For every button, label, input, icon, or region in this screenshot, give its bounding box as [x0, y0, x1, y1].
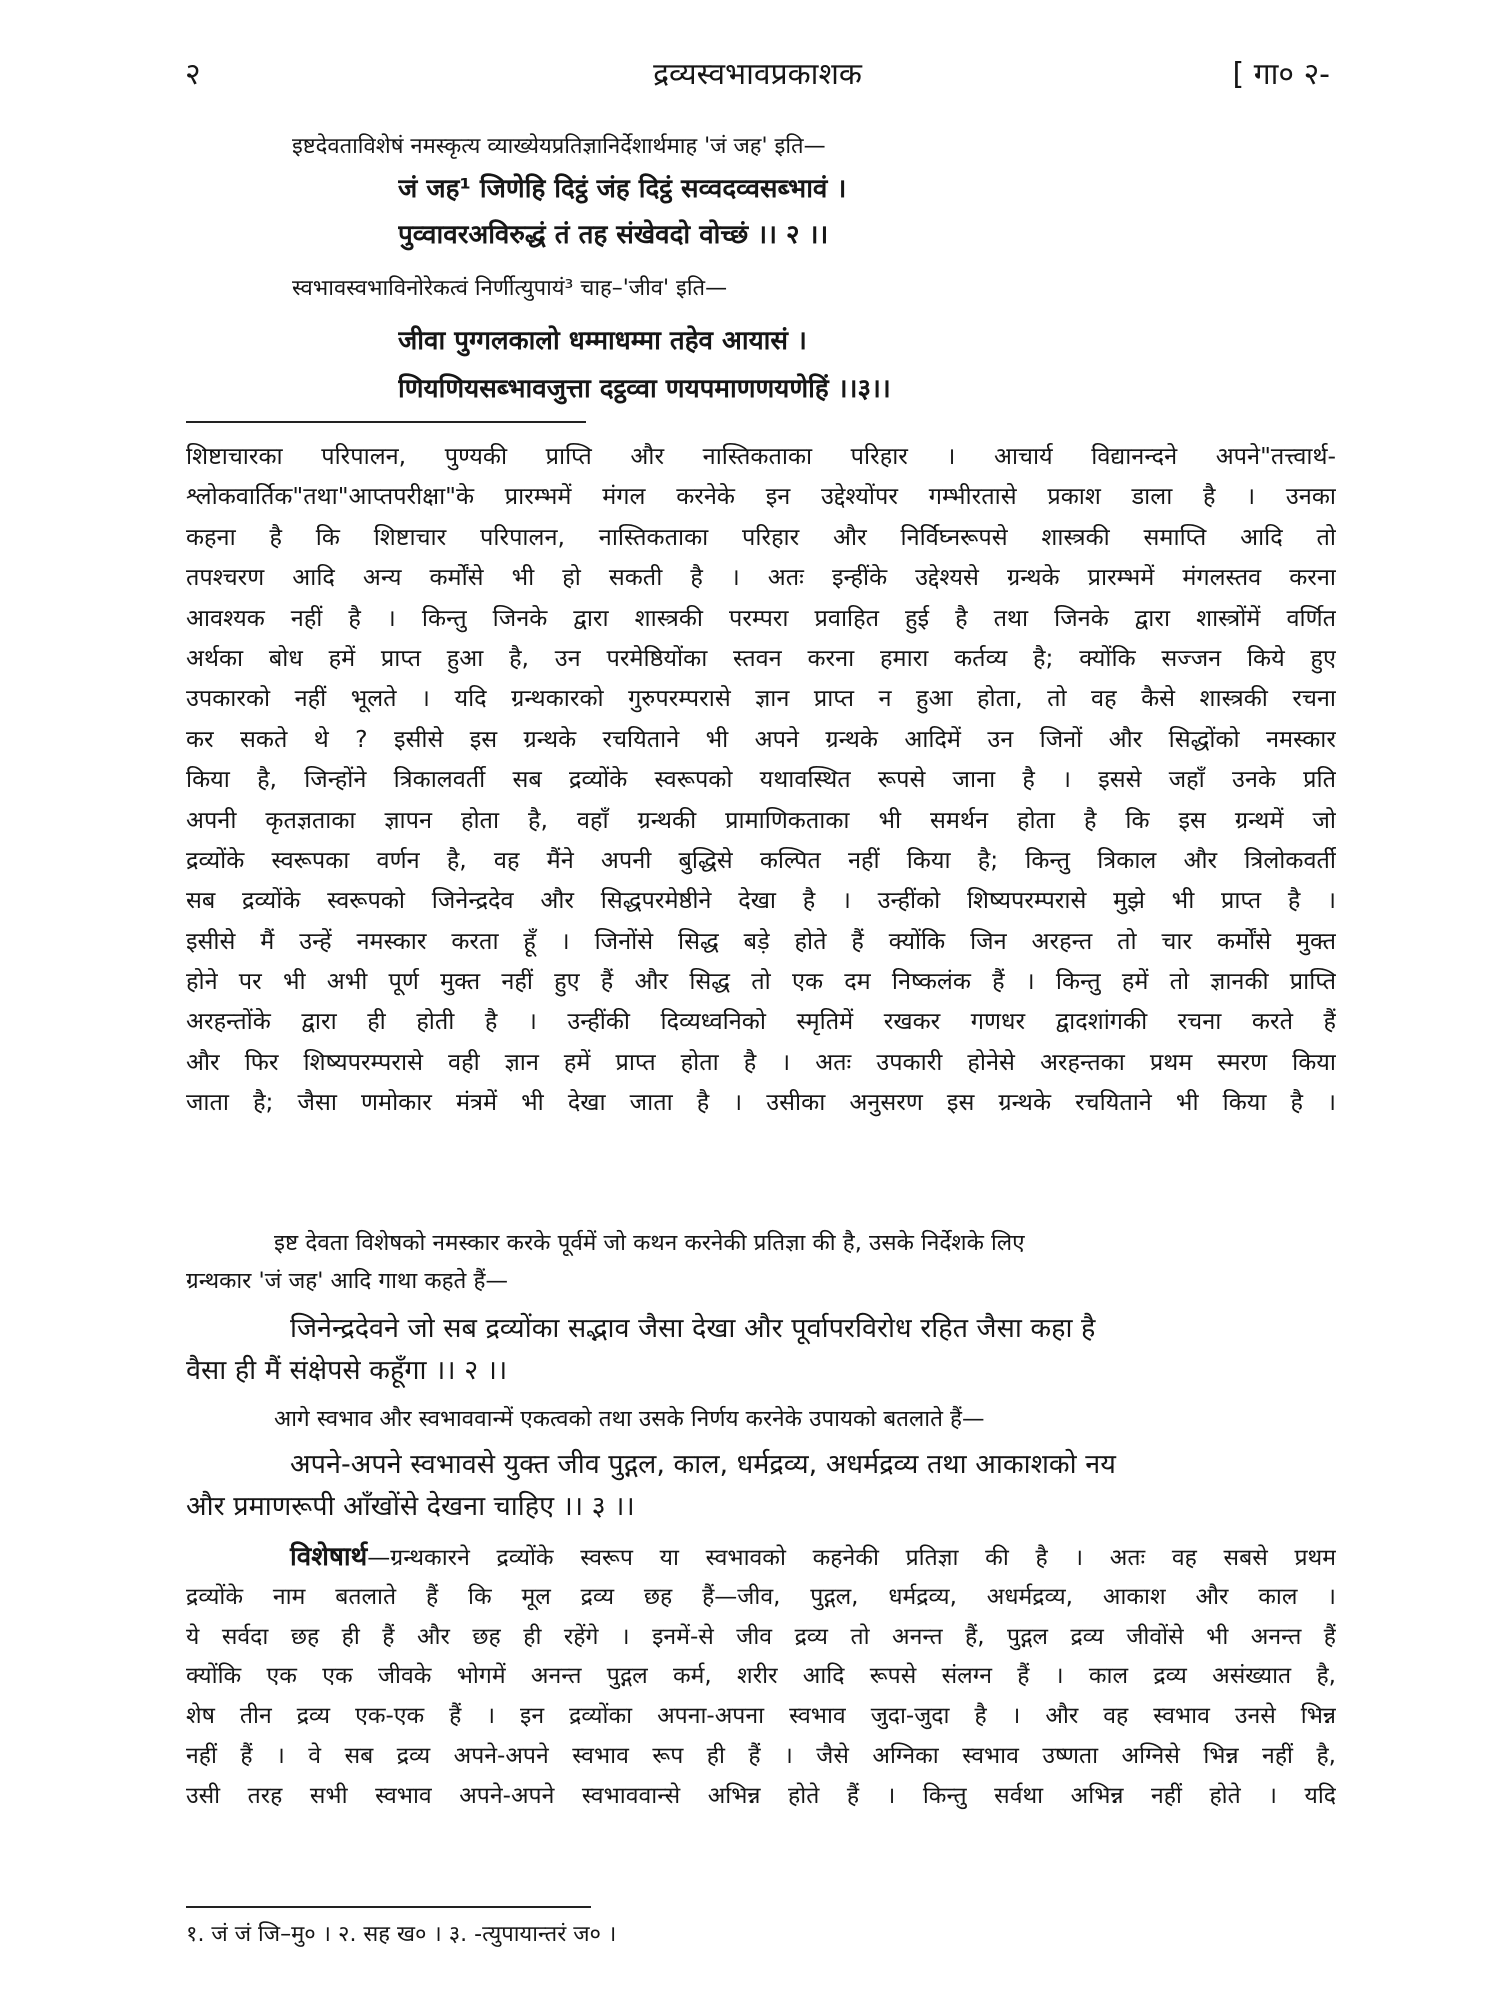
translation-line: वैसा ही मैं संक्षेपसे कहूँगा ।। २ ।। — [186, 1355, 508, 1386]
page-number: २ — [185, 57, 201, 92]
commentary-line: किया है, जिन्होंने त्रिकालवर्ती सब द्रव्योंके स्वरूपको यथावस्थित रूपसे जाना है । इससे जहाँ उनके प्रति — [186, 765, 1336, 794]
verse-3-line-2: णियणियसब्भावजुत्ता दट्ठव्वा णयपमाणणयणेहिं ।।३।। — [398, 374, 891, 404]
commentary-line: श्लोकवार्तिक"तथा"आप्तपरीक्षा"के प्रारम्भमें मंगल करनेके इन उद्देश्योंपर गम्भीरतासे प्रकाश डाला है । उनका — [186, 482, 1336, 511]
intro-paragraph-verse-2 — [186, 1224, 1336, 1300]
commentary-line: कर सकते थे ? इसीसे इस ग्रन्थके रचयिताने भी अपने ग्रन्थके आदिमें उन जिनों और सिद्धोंको नमस्कार — [186, 724, 1336, 753]
special-meaning-line: द्रव्योंके नाम बतलाते हैं कि मूल द्रव्य छह हैं—जीव, पुद्गल, धर्मद्रव्य, अधर्मद्रव्य, आकाश और काल । — [186, 1583, 1336, 1610]
verse-2-line-1: जं जह¹ जिणेहि दिट्ठं जंह दिट्ठं सव्वदव्वसब्भावं । — [398, 174, 847, 204]
sanskrit-intro-verse-3: स्वभावस्वभाविनोरेकत्वं निर्णीत्युपायं³ चाह–'जीव' इति— — [292, 276, 728, 301]
translation-line: और प्रमाणरूपी आँखोंसे देखना चाहिए ।। ३ ।। — [186, 1491, 635, 1522]
verse-3-line-1: जीवा पुग्गलकालो धम्माधम्मा तहेव आयासं । — [398, 326, 807, 356]
gatha-reference: [ गा० २- — [1232, 57, 1330, 92]
running-header — [185, 52, 1330, 98]
verse-2-line-2: पुव्वावरअविरुद्धं तं तह संखेवदो वोच्छं ।। २ ।। — [398, 220, 829, 250]
book-title: द्रव्यस्वभावप्रकाशक — [653, 57, 862, 92]
commentary-line: सब द्रव्योंके स्वरूपको जिनेन्द्रदेव और सिद्धपरमेष्ठीने देखा है । उन्हींको शिष्यपरम्परासे मुझे भी प्राप्त है । — [186, 886, 1336, 915]
special-meaning-line: नहीं हैं । वे सब द्रव्य अपने-अपने स्वभाव रूप ही हैं । जैसे अग्निका स्वभाव उष्णता अग्निसे भिन्न नहीं है, — [186, 1742, 1336, 1769]
commentary-line: होने पर भी अभी पूर्ण मुक्त नहीं हुए हैं और सिद्ध तो एक दम निष्कलंक हैं । किन्तु हमें तो ज्ञानकी प्राप्ति — [186, 967, 1336, 996]
special-meaning-line: शेष तीन द्रव्य एक-एक हैं । इन द्रव्योंका अपना-अपना स्वभाव जुदा-जुदा है । और वह स्वभाव उनसे भिन्न — [186, 1703, 1336, 1730]
translation-line: अपने-अपने स्वभावसे युक्त जीव पुद्गल, काल, धर्मद्रव्य, अधर्मद्रव्य तथा आकाशको नय — [290, 1449, 1116, 1480]
special-meaning-first-line — [186, 1538, 1336, 1578]
special-meaning-first-text: —ग्रन्थकारने द्रव्योंके स्वरूप या स्वभावको कहनेकी प्रतिज्ञा की है । अतः वह सबसे प्रथम — [367, 1545, 1336, 1571]
section-divider — [186, 421, 586, 423]
footnote-divider — [186, 1906, 591, 1908]
special-meaning-line: उसी तरह सभी स्वभाव अपने-अपने स्वभाववान्से अभिन्न होते हैं । किन्तु सर्वथा अभिन्न नहीं होते । यदि — [186, 1782, 1336, 1809]
special-meaning-label: विशेषार्थ — [290, 1542, 368, 1572]
commentary-line: आवश्यक नहीं है । किन्तु जिनके द्वारा शास्त्रकी परम्परा प्रवाहित हुई है तथा जिनके द्वारा शास्त्रोंमें वर्णित — [186, 603, 1336, 632]
sanskrit-intro-verse-2: इष्टदेवताविशेषं नमस्कृत्य व्याख्येयप्रतिज्ञानिर्देशार्थमाह 'जं जह' इति— — [292, 134, 826, 159]
translation-line: जिनेन्द्रदेवने जो सब द्रव्योंका सद्भाव जैसा देखा और पूर्वापरविरोध रहित जैसा कहा है — [290, 1313, 1096, 1344]
translation-verse-2 — [186, 1308, 1336, 1392]
special-meaning-line: ये सर्वदा छह ही हैं और छह ही रहेंगे । इनमें-से जीव द्रव्य तो अनन्त हैं, पुद्गल द्रव्य जीवोंसे भी अनन्त हैं — [186, 1623, 1336, 1650]
commentary-line: द्रव्योंके स्वरूपका वर्णन है, वह मैंने अपनी बुद्धिसे कल्पित नहीं किया है; किन्तु त्रिकाल और त्रिलोकवर्ती — [186, 845, 1336, 874]
commentary-line: इसीसे मैं उन्हें नमस्कार करता हूँ । जिनोंसे सिद्ध बड़े होते हैं क्योंकि जिन अरहन्त तो चार कर्मोंसे मुक्त — [186, 926, 1336, 955]
intro-line: आगे स्वभाव और स्वभाववान्में एकत्वको तथा उसके निर्णय करनेके उपायको बतलाते हैं— — [274, 1406, 985, 1432]
commentary-line: और फिर शिष्यपरम्परासे वही ज्ञान हमें प्राप्त होता है । अतः उपकारी होनेसे अरहन्तका प्रथम स्मरण किया — [186, 1047, 1336, 1076]
intro-line: इष्ट देवता विशेषको नमस्कार करके पूर्वमें जो कथन करनेकी प्रतिज्ञा की है, उसके निर्देशके लिए — [274, 1230, 1025, 1256]
commentary-line: अरहन्तोंके द्वारा ही होती है । उन्हींकी दिव्यध्वनिको स्मृतिमें रखकर गणधर द्वादशांगकी रचना करते हैं — [186, 1007, 1336, 1036]
commentary-line: अपनी कृतज्ञताका ज्ञापन होता है, वहाँ ग्रन्थकी प्रामाणिकताका भी समर्थन होता है कि इस ग्रन्थमें जो — [186, 805, 1336, 834]
commentary-block — [186, 436, 1336, 1123]
translation-verse-3 — [186, 1444, 1336, 1528]
commentary-line: जाता है; जैसा णमोकार मंत्रमें भी देखा जाता है । उसीका अनुसरण इस ग्रन्थके रचयिताने भी किया है । — [186, 1088, 1336, 1117]
commentary-line: तपश्चरण आदि अन्य कर्मोंसे भी हो सकती है । अतः इन्हींके उद्देश्यसे ग्रन्थके प्रारम्भमें मंगलस्तव करना — [186, 563, 1336, 592]
commentary-line: उपकारको नहीं भूलते । यदि ग्रन्थकारको गुरुपरम्परासे ज्ञान प्राप्त न हुआ होता, तो वह कैसे शास्त्रकी रचना — [186, 684, 1336, 713]
commentary-line: कहना है कि शिष्टाचार परिपालन, नास्तिकताका परिहार और निर्विघ्नरूपसे शास्त्रकी समाप्ति आदि तो — [186, 522, 1336, 551]
special-meaning-line: क्योंकि एक एक जीवके भोगमें अनन्त पुद्गल कर्म, शरीर आदि रूपसे संलग्न हैं । काल द्रव्य असंख्यात है, — [186, 1663, 1336, 1690]
commentary-line: अर्थका बोध हमें प्राप्त हुआ है, उन परमेष्ठियोंका स्तवन करना हमारा कर्तव्य है; क्योंकि सज्जन किये हुए — [186, 643, 1336, 672]
intro-paragraph-verse-3 — [186, 1400, 1336, 1438]
intro-line: ग्रन्थकार 'जं जह' आदि गाथा कहते हैं— — [186, 1268, 508, 1294]
footnote: १. जं जं जि–मु० । २. सह ख० । ३. -त्युपायान्तरं ज० । — [186, 1922, 617, 1947]
special-meaning-section — [186, 1538, 1336, 1817]
commentary-line: शिष्टाचारका परिपालन, पुण्यकी प्राप्ति और नास्तिकताका परिहार । आचार्य विद्यानन्दने अपने"तत्त्वार्थ- — [186, 442, 1336, 470]
